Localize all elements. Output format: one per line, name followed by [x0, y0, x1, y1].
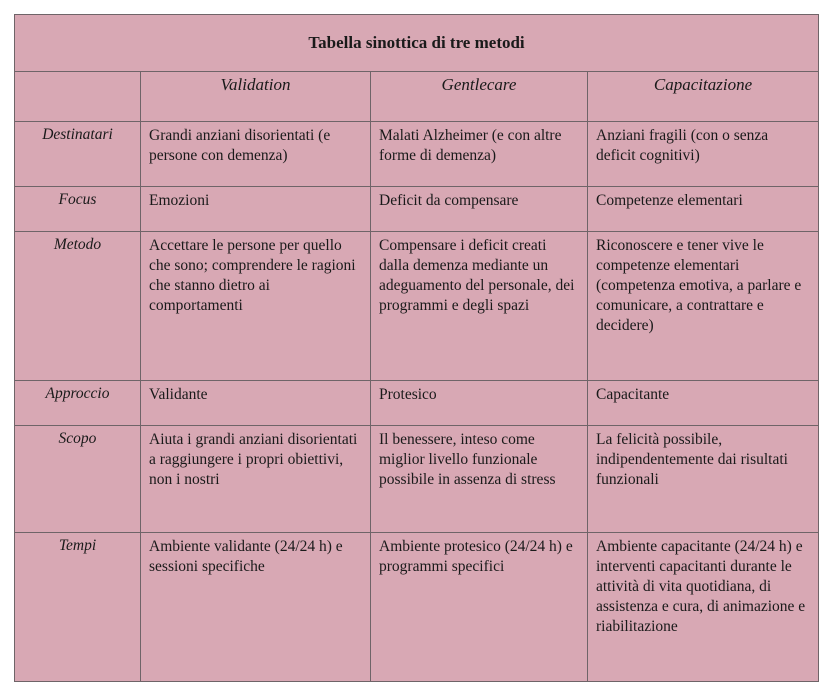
title-row: [15, 15, 819, 72]
table-cell: Ambiente validante (24/24 h) e sessioni specifiche: [141, 533, 371, 682]
column-header-gentlecare: Gentlecare: [371, 72, 588, 122]
row-label-scopo: Scopo: [15, 426, 141, 533]
header-row: [15, 72, 819, 122]
table-row: [15, 187, 819, 232]
table-cell: Competenze elementari: [588, 187, 819, 232]
table-cell: Ambiente protesico (24/24 h) e programmi specifici: [371, 533, 588, 682]
table-row: [15, 232, 819, 381]
table-cell: Anziani fragili (con o senza deficit cognitivi): [588, 122, 819, 187]
row-label-metodo: Metodo: [15, 232, 141, 381]
table-cell: Capacitante: [588, 381, 819, 426]
table-cell: Malati Alzheimer (e con altre forme di demenza): [371, 122, 588, 187]
synoptic-table: [14, 14, 819, 682]
row-label-tempi: Tempi: [15, 533, 141, 682]
table-title: Tabella sinottica di tre metodi: [15, 15, 819, 72]
table-cell: Ambiente capacitante (24/24 h) e interventi capacitanti durante le attività di vita quotidiana, di assistenza e cura, di animazione e riabilitazione: [588, 533, 819, 682]
table-row: [15, 122, 819, 187]
table-cell: Riconoscere e tener vive le competenze elementari (competenza emotiva, a parlare e comunicare, a contrattare e decidere): [588, 232, 819, 381]
table-cell: Deficit da compensare: [371, 187, 588, 232]
table-cell: Aiuta i grandi anziani disorientati a raggiungere i propri obiettivi, non i nostri: [141, 426, 371, 533]
table-cell: Grandi anziani disorientati (e persone con demenza): [141, 122, 371, 187]
column-header-capacitazione: Capacitazione: [588, 72, 819, 122]
table-cell: Il benessere, inteso come miglior livello funzionale possibile in assenza di stress: [371, 426, 588, 533]
table-cell: La felicità possibile, indipendentemente dai risultati funzionali: [588, 426, 819, 533]
column-header-empty: [15, 72, 141, 122]
table-row: [15, 533, 819, 682]
table-cell: Protesico: [371, 381, 588, 426]
row-label-focus: Focus: [15, 187, 141, 232]
row-label-destinatari: Destinatari: [15, 122, 141, 187]
table-cell: Accettare le persone per quello che sono; comprendere le ragioni che stanno dietro ai comportamenti: [141, 232, 371, 381]
table-cell: Emozioni: [141, 187, 371, 232]
row-label-approccio: Approccio: [15, 381, 141, 426]
column-header-validation: Validation: [141, 72, 371, 122]
table-cell: Compensare i deficit creati dalla demenza mediante un adeguamento del personale, dei programmi e degli spazi: [371, 232, 588, 381]
table-cell: Validante: [141, 381, 371, 426]
table-row: [15, 426, 819, 533]
table-row: [15, 381, 819, 426]
